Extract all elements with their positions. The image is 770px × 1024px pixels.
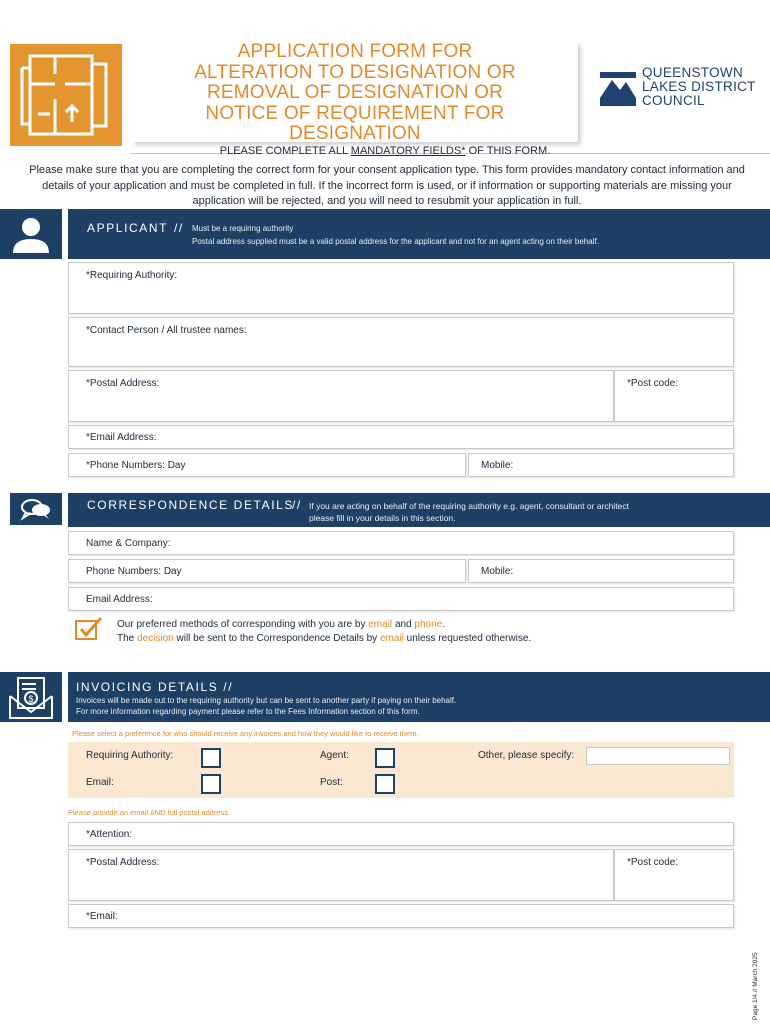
mandatory-notice: PLEASE COMPLETE ALL MANDATORY FIELDS* OF THIS FORM. — [219, 145, 551, 157]
council-logo — [598, 66, 764, 110]
requiring-authority-field[interactable]: *Requiring Authority: — [68, 262, 734, 314]
invoicing-header — [68, 672, 770, 722]
agent-checkbox[interactable] — [375, 748, 395, 768]
post-code-field[interactable]: *Post code: — [614, 370, 734, 422]
form-title: APPLICATION FORM FOR ALTERATION TO DESIGNATION OR REMOVAL OF DESIGNATION OR NOTICE OF REQUIREMENT FOR DESIGNATION — [194, 41, 516, 144]
corr-phone-day-field[interactable]: Phone Numbers: Day — [68, 559, 466, 583]
contact-person-field[interactable]: *Contact Person / All trustee names: — [68, 317, 734, 367]
phone-day-field[interactable]: *Phone Numbers: Day — [68, 453, 466, 477]
intro-text: Please make sure that you are completing the correct form for your consent application type. This form provides mandatory contact information and details of your application and must be completed in full. If the incorrect form is used, or if information or supporting materials are missing your application will be rejected, and you will need to resubmit your application in full. — [29, 164, 745, 207]
invoicing-title: INVOICING DETAILS // — [76, 680, 234, 694]
invoice-preference-instruction: Please select a preference for who should receive any invoices and how they would like to receive them. — [72, 729, 419, 738]
mountain-logo-icon — [598, 68, 638, 108]
applicant-icon-tile — [0, 209, 62, 259]
form-logo — [10, 44, 122, 146]
invoicing-icon-tile — [0, 672, 62, 722]
person-icon — [0, 209, 62, 259]
email-address-field[interactable]: *Email Address: — [68, 425, 734, 449]
name-company-field[interactable]: Name & Company: — [68, 531, 734, 555]
invoice-post-code-field[interactable]: *Post code: — [614, 849, 734, 901]
other-specify-input[interactable] — [586, 747, 730, 765]
correspondence-preference-text: Our preferred methods of corresponding with you are by email and phone. The decision will be sent to the Correspondence Details by email unless requested otherwise. — [117, 619, 532, 644]
correspondence-note-2: please fill in your details in this section. — [309, 513, 456, 523]
correspondence-header: CORRESPONDENCE DETAILS // If you are acting on behalf of the requiring authority e.g. agent, consultant or architect please fill in your details in this section. — [68, 493, 770, 527]
title-card — [132, 42, 578, 142]
invoicing-note-1: Invoices will be made out to the requiring authority but can be sent to another party if paying on their behalf. — [76, 696, 457, 705]
invoice-address-instruction: Please provide an email AND full postal address. — [68, 808, 231, 817]
chat-bubbles-icon — [10, 493, 62, 525]
correspondence-icon-tile — [10, 493, 62, 525]
post-checkbox[interactable] — [375, 774, 395, 794]
floorplan-icon — [10, 44, 122, 146]
invoice-envelope-icon — [0, 672, 62, 722]
email-checkbox[interactable] — [201, 774, 221, 794]
corr-email-field[interactable]: Email Address: — [68, 587, 734, 611]
attention-field[interactable]: *Attention: — [68, 822, 734, 846]
council-name: QUEENSTOWN LAKES DISTRICT COUNCIL — [642, 65, 756, 108]
postal-address-field[interactable]: *Postal Address: — [68, 370, 614, 422]
applicant-header: APPLICANT // Must be a requiring authority Postal address supplied must be a valid postal address for the applicant and not for an agent acting on their behalf. — [68, 209, 770, 259]
correspondence-note-1: If you are acting on behalf of the requiring authority e.g. agent, consultant or architect — [309, 501, 629, 511]
applicant-note-2: Postal address supplied must be a valid postal address for the applicant and not for an agent acting on their behalf. — [192, 237, 599, 246]
invoicing-note-2: For more information regarding payment please refer to the Fees Information section of this form. — [76, 707, 420, 716]
checkbox-tick-icon — [74, 616, 104, 642]
corr-mobile-field[interactable]: Mobile: — [468, 559, 734, 583]
invoice-email-field[interactable]: *Email: — [68, 904, 734, 928]
applicant-note-1: Must be a requiring authority — [192, 224, 294, 233]
correspondence-title: CORRESPONDENCE DETAILS — [87, 498, 295, 512]
requiring-authority-checkbox[interactable] — [201, 748, 221, 768]
mobile-field[interactable]: Mobile: — [468, 453, 734, 477]
page-footer: Page 1/4 // March 2025 — [752, 952, 759, 1020]
mandatory-fields-link[interactable]: MANDATORY FIELDS* — [350, 145, 466, 157]
invoice-preference-band: Requiring Authority: Agent: Other, please specify: Email: Post: — [68, 742, 734, 798]
applicant-title: APPLICANT — [87, 221, 169, 235]
svg-text:$: $ — [28, 694, 34, 704]
invoice-postal-address-field[interactable]: *Postal Address: — [68, 849, 614, 901]
